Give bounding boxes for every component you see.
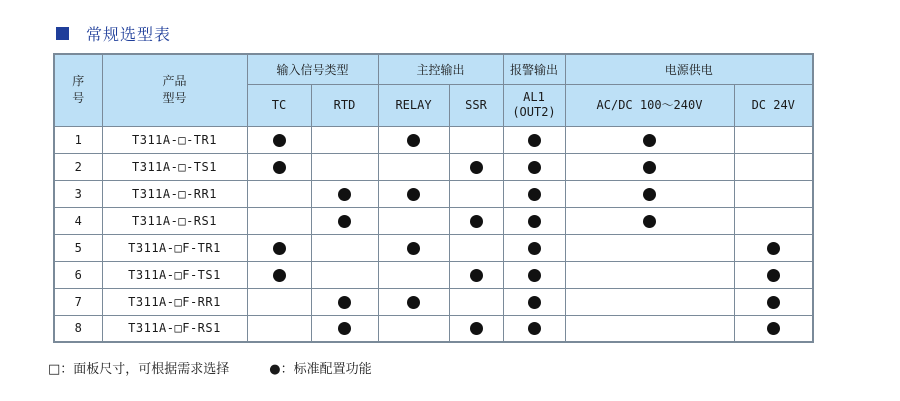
- standard-feature-dot-icon: [273, 134, 286, 147]
- cell-tc: [247, 180, 311, 207]
- header-group-input: 输入信号类型: [247, 54, 378, 84]
- cell-ssr: [449, 288, 503, 315]
- cell-ac: [565, 288, 734, 315]
- standard-feature-dot-icon: [643, 134, 656, 147]
- cell-dc: [734, 180, 813, 207]
- cell-relay: [378, 234, 449, 261]
- cell-rtd: [311, 234, 378, 261]
- cell-tc: [247, 288, 311, 315]
- cell-ssr: [449, 234, 503, 261]
- table-row: [54, 207, 813, 234]
- row-number: 1: [54, 126, 102, 153]
- row-model: T311A-□-RR1: [102, 180, 247, 207]
- header-col-al1-label: AL1: [523, 90, 545, 104]
- row-model: T311A-□-RS1: [102, 207, 247, 234]
- table-row: [54, 234, 813, 261]
- cell-relay: [378, 315, 449, 342]
- standard-feature-dot-icon: [643, 188, 656, 201]
- page-title: 常规选型表: [86, 24, 172, 44]
- standard-feature-dot-icon: [470, 161, 483, 174]
- header-col-relay: RELAY: [378, 84, 449, 126]
- cell-tc: [247, 261, 311, 288]
- cell-relay: [378, 261, 449, 288]
- legend-dot-note: ●：标准配置功能: [269, 362, 372, 377]
- cell-rtd: [311, 180, 378, 207]
- table-row: [54, 153, 813, 180]
- standard-feature-dot-icon: [470, 269, 483, 282]
- cell-al1: [503, 153, 565, 180]
- header-seq: [54, 54, 102, 126]
- standard-feature-dot-icon: [407, 188, 420, 201]
- cell-relay: [378, 207, 449, 234]
- standard-feature-dot-icon: [407, 242, 420, 255]
- standard-feature-dot-icon: [273, 269, 286, 282]
- header-col-rtd: RTD: [311, 84, 378, 126]
- standard-feature-dot-icon: [338, 188, 351, 201]
- standard-feature-dot-icon: [528, 322, 541, 335]
- standard-feature-dot-icon: [407, 296, 420, 309]
- cell-tc: [247, 315, 311, 342]
- standard-feature-dot-icon: [767, 296, 780, 309]
- cell-ac: [565, 234, 734, 261]
- cell-ac: [565, 315, 734, 342]
- cell-rtd: [311, 315, 378, 342]
- title-square-icon: [56, 27, 69, 40]
- cell-ac: [565, 180, 734, 207]
- row-number: 8: [54, 315, 102, 342]
- standard-feature-dot-icon: [528, 161, 541, 174]
- cell-dc: [734, 261, 813, 288]
- cell-ac: [565, 153, 734, 180]
- row-number: 2: [54, 153, 102, 180]
- header-col-al1: [503, 84, 565, 126]
- cell-al1: [503, 288, 565, 315]
- cell-ssr: [449, 126, 503, 153]
- legend-square-note: □：面板尺寸，可根据需求选择: [48, 362, 230, 377]
- cell-ssr: [449, 315, 503, 342]
- standard-feature-dot-icon: [407, 134, 420, 147]
- standard-feature-dot-icon: [528, 215, 541, 228]
- table-row: [54, 261, 813, 288]
- cell-relay: [378, 126, 449, 153]
- cell-al1: [503, 315, 565, 342]
- cell-tc: [247, 234, 311, 261]
- table-row: [54, 288, 813, 315]
- header-col-tc: TC: [247, 84, 311, 126]
- cell-ac: [565, 261, 734, 288]
- cell-dc: [734, 153, 813, 180]
- cell-al1: [503, 261, 565, 288]
- standard-feature-dot-icon: [273, 161, 286, 174]
- standard-feature-dot-icon: [273, 242, 286, 255]
- cell-relay: [378, 153, 449, 180]
- row-model: T311A-□F-TR1: [102, 234, 247, 261]
- cell-al1: [503, 126, 565, 153]
- cell-relay: [378, 288, 449, 315]
- standard-feature-dot-icon: [528, 269, 541, 282]
- header-col-dc: DC 24V: [734, 84, 813, 126]
- header-col-ssr: SSR: [449, 84, 503, 126]
- standard-feature-dot-icon: [528, 242, 541, 255]
- header-seq-label: 序号: [72, 74, 85, 106]
- header-product: [102, 54, 247, 126]
- table-row: [54, 180, 813, 207]
- standard-feature-dot-icon: [338, 322, 351, 335]
- header-col-out2-label: (OUT2): [512, 105, 556, 119]
- cell-ac: [565, 207, 734, 234]
- header-col-ac: AC/DC 100～240V: [565, 84, 734, 126]
- row-model: T311A-□F-TS1: [102, 261, 247, 288]
- standard-feature-dot-icon: [338, 215, 351, 228]
- row-number: 4: [54, 207, 102, 234]
- row-model: T311A-□F-RS1: [102, 315, 247, 342]
- standard-feature-dot-icon: [767, 242, 780, 255]
- cell-ssr: [449, 261, 503, 288]
- standard-feature-dot-icon: [470, 322, 483, 335]
- cell-rtd: [311, 153, 378, 180]
- cell-dc: [734, 126, 813, 153]
- table-row: [54, 126, 813, 153]
- cell-al1: [503, 234, 565, 261]
- cell-rtd: [311, 126, 378, 153]
- cell-tc: [247, 207, 311, 234]
- legend: [48, 358, 372, 377]
- row-model: T311A-□-TS1: [102, 153, 247, 180]
- header-product-label: 产品型号: [162, 74, 187, 106]
- cell-rtd: [311, 261, 378, 288]
- cell-ssr: [449, 207, 503, 234]
- cell-ssr: [449, 180, 503, 207]
- standard-feature-dot-icon: [470, 215, 483, 228]
- row-number: 5: [54, 234, 102, 261]
- row-model: T311A-□F-RR1: [102, 288, 247, 315]
- cell-dc: [734, 234, 813, 261]
- standard-feature-dot-icon: [767, 322, 780, 335]
- standard-feature-dot-icon: [528, 188, 541, 201]
- cell-dc: [734, 288, 813, 315]
- cell-al1: [503, 180, 565, 207]
- cell-ac: [565, 126, 734, 153]
- header-group-alarm: 报警输出: [503, 54, 565, 84]
- cell-relay: [378, 180, 449, 207]
- standard-feature-dot-icon: [528, 296, 541, 309]
- cell-rtd: [311, 207, 378, 234]
- standard-feature-dot-icon: [767, 269, 780, 282]
- standard-feature-dot-icon: [528, 134, 541, 147]
- table-row: [54, 315, 813, 342]
- row-number: 7: [54, 288, 102, 315]
- row-model: T311A-□-TR1: [102, 126, 247, 153]
- cell-tc: [247, 126, 311, 153]
- standard-feature-dot-icon: [643, 161, 656, 174]
- header-group-power: 电源供电: [565, 54, 813, 84]
- standard-feature-dot-icon: [338, 296, 351, 309]
- standard-feature-dot-icon: [643, 215, 656, 228]
- section-title: [56, 22, 171, 44]
- cell-ssr: [449, 153, 503, 180]
- selection-table: [53, 53, 814, 343]
- row-number: 3: [54, 180, 102, 207]
- cell-rtd: [311, 288, 378, 315]
- cell-dc: [734, 207, 813, 234]
- row-number: 6: [54, 261, 102, 288]
- header-group-control: 主控输出: [378, 54, 503, 84]
- cell-tc: [247, 153, 311, 180]
- cell-dc: [734, 315, 813, 342]
- cell-al1: [503, 207, 565, 234]
